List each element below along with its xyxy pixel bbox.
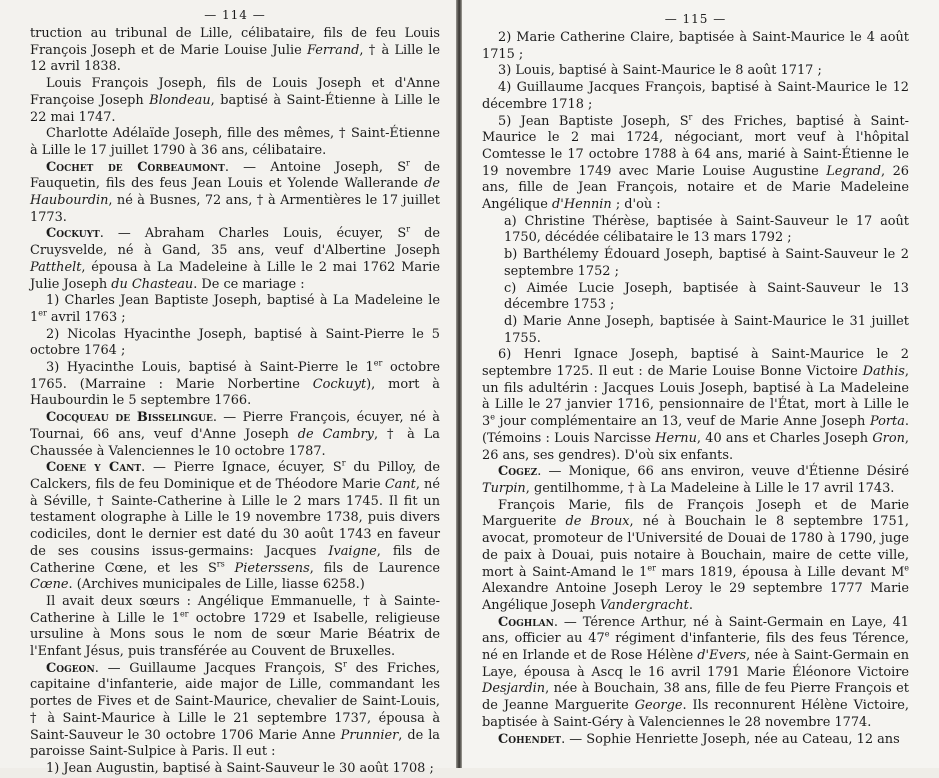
paragraph-l4: Cochet de Corbeaumont. — Antoine Joseph, $S^r$ de Fauquetin, fils des feus Jean Louis et Yolende Wallerande de Haubourdin, né à Busnes, 72 ans, † à Armentières le 17 juillet 1773. <box>30 158 440 225</box>
superscript: e <box>604 630 610 640</box>
paragraph-r10: Cogez. — Monique, 66 ans environ, veuve d'Étienne Désiré Turpin, gentilhomme, † à La Madeleine à Lille le 17 avril 1743. <box>482 464 909 496</box>
italic-name: Blondeau <box>149 92 211 108</box>
paragraph-r7: c) Aimée Lucie Joseph, baptisée à Saint-Sauveur le 13 décembre 1753 ; <box>504 280 909 313</box>
entry-heading: Coghlan <box>498 614 554 630</box>
paragraph-l3: Charlotte Adélaïde Joseph, fille des mêmes, † Saint-Étienne à Lille le 17 juillet 1790 à 36 ans, célibataire. <box>30 126 440 158</box>
paragraph-r13: Cohendet. — Sophie Henriette Joseph, née au Cateau, 12 ans <box>498 731 900 747</box>
paragraph-l8: 3) Hyacinthe Louis, baptisé à Saint-Pierre le 1er octobre 1765. (Marraine : Marie Norbertine Cockuyt), mort à Haubourdin le 5 septembre 1766. <box>30 358 440 409</box>
italic-name: Cockuyt <box>312 376 367 392</box>
italic-name: de Broux <box>565 514 630 530</box>
paragraph-l11: Il avait deux sœurs : Angélique Emmanuelle, † à Sainte-Catherine à Lille le 1er octobre 1729 et Isabelle, religieuse ursuline à Mons sous le nom de sœur Marie Béatrix de l'Enfant Jésus, puis transférée au Couvent de Bruxelles. <box>30 593 440 660</box>
italic-name: George <box>634 698 683 714</box>
paragraph-r1: 2) Marie Catherine Claire, baptisée à Saint-Maurice le 4 août 1715 ; <box>482 30 909 62</box>
italic-name: Legrand <box>826 163 882 179</box>
paragraph-l12: Cogeon. — Guillaume Jacques François, $S^r$ des Friches, capitaine d'infanterie, aide major de Lille, commandant les portes de Fives et de Saint-Maurice, chevalier de Saint-Louis, † à Saint-Maurice à Lille le 21 septembre 1737, épousa à Saint-Sauveur le 30 octobre 1706 Marie Anne Prunnier, de la paroisse Saint-Sulpice à Paris. Il eut : <box>30 659 440 760</box>
italic-name: Ferrand <box>306 42 360 58</box>
entry-heading: Coene y Cant <box>46 460 142 476</box>
italic-name: du Chasteau <box>111 276 194 292</box>
superscript: er <box>373 358 383 368</box>
superscript: r <box>406 225 411 235</box>
italic-name: d'Evers <box>697 648 747 664</box>
page-number: — 115 — <box>664 12 727 26</box>
entry-heading: Cogez <box>498 464 538 480</box>
italic-name: Hernu <box>655 430 697 446</box>
superscript: r <box>406 158 410 168</box>
paragraph-l2: Louis François Joseph, fils de Louis Joseph et d'Anne Françoise Joseph Blondeau, baptisé à Saint-Étienne à Lille le 22 mai 1747. <box>30 76 440 125</box>
entry-heading: Cohendet <box>498 731 562 747</box>
entry-heading: Cochet de Corbeaumont <box>46 159 225 175</box>
paragraph-r2: 3) Louis, baptisé à Saint-Maurice le 8 août 1717 ; <box>498 63 822 79</box>
superscript: er <box>647 563 656 573</box>
superscript: e <box>490 412 495 422</box>
italic-name: de Haubourdin <box>30 176 440 209</box>
italic-name: Cant <box>384 476 416 492</box>
superscript: r <box>688 112 693 122</box>
paragraph-l1: truction au tribunal de Lille, célibataire, fils de feu Louis François Joseph et de Marie Louise Julie Ferrand, † à Lille le 12 avril 1838. <box>30 26 440 75</box>
page-text <box>482 30 909 748</box>
paragraph-r6: b) Barthélemy Édouard Joseph, baptisé à Saint-Sauveur le 2 septembre 1752 ; <box>504 247 909 279</box>
paragraph-r11: François Marie, fils de François Joseph et de Marie Marguerite de Broux, né à Bouchain le 8 septembre 1751, avocat, promoteur de l'Université de Douai de 1780 à 1790, juge de paix à Douai, puis notaire à Bouchain, maire de cette ville, mort à Saint-Amand le 1er mars 1819, épousa à Lille devant Me Alexandre Antoine Joseph Leroy le 29 septembre 1777 Marie Angélique Joseph Vandergracht. <box>482 497 909 613</box>
paragraph-l6: 1) Charles Jean Baptiste Joseph, baptisé à La Madeleine le 1er avril 1763 ; <box>30 293 440 325</box>
paragraph-r3: 4) Guillaume Jacques François, baptisé à Saint-Maurice le 12 décembre 1718 ; <box>482 80 909 112</box>
entry-heading: Cockuyt <box>46 226 100 242</box>
superscript: er <box>179 609 189 619</box>
italic-name: Prunnier <box>340 727 399 743</box>
right-page <box>462 0 939 768</box>
paragraph-l10: Coene y Cant. — Pierre Ignace, écuyer, $S^r$ du Pilloy, de Calckers, fils de feu Dominique et de Théodore Marie Cant, né à Séville, † Sainte-Catherine à Lille le 2 mars 1745. Il fit un testament olographe à Lille le 19 novembre 1738, puis divers codiciles, dont le dernier est daté du 30 août 1743 en faveur de ses cousins issus-germains: Jacques Ivaigne, fils de Catherine Cœne, et les $S^{rs}$ Pieterssens, fils de Laurence Cœne. (Archives municipales de Lille, liasse 6258.) <box>30 458 441 593</box>
paragraph-l7: 2) Nicolas Hyacinthe Joseph, baptisé à Saint-Pierre le 5 octobre 1764 ; <box>30 326 440 359</box>
entry-heading: Cogeon <box>46 660 95 676</box>
entry-heading: Cocqueau de Bisselingue <box>46 410 213 426</box>
italic-name: Turpin <box>482 480 526 496</box>
italic-name: d'Hennin <box>552 197 612 213</box>
page-text <box>30 26 440 778</box>
superscript: e <box>904 563 909 573</box>
italic-name: Pieterssens <box>234 560 310 576</box>
superscript: rs <box>216 559 225 569</box>
paragraph-l9: Cocqueau de Bisselingue. — Pierre François, écuyer, né à Tournai, 66 ans, veuf d'Anne Joseph de Cambry, † à La Chaussée à Valenciennes le 10 octobre 1787. <box>30 410 440 459</box>
superscript: r <box>343 659 347 669</box>
italic-name: Dathis <box>862 364 905 380</box>
italic-name: Patthelt <box>30 259 82 275</box>
paragraph-r9: 6) Henri Ignace Joseph, baptisé à Saint-Maurice le 2 septembre 1725. Il eut : de Marie Louise Bonne Victoire Dathis, un fils adultérin : Jacques Louis Joseph, baptisé à La Madeleine à Lille le 27 janvier 1716, pensionnaire de l'État, mort à Lille le 3e jour complémentaire an 13, veuf de Marie Anne Joseph Porta. (Témoins : Louis Narcisse Hernu, 40 ans et Charles Joseph Gron, 26 ans, ses gendres). D'où six enfants. <box>482 347 909 463</box>
italic-name: de Cambry <box>297 426 374 442</box>
italic-name: Gron <box>872 430 905 446</box>
italic-name: Cœne <box>30 577 69 593</box>
italic-name: Porta <box>869 414 905 430</box>
paragraph-l5: Cockuyt. — Abraham Charles Louis, écuyer, $S^r$ de Cruysvelde, né à Gand, 35 ans, veuf d'Albertine Joseph Patthelt, épousa à La Madeleine à Lille le 2 mai 1762 Marie Julie Joseph du Chasteau. De ce mariage : <box>30 225 440 292</box>
superscript: r <box>341 458 346 468</box>
superscript: er <box>38 308 47 318</box>
paragraph-r8: d) Marie Anne Joseph, baptisée à Saint-Maurice le 31 juillet 1755. <box>504 313 909 346</box>
page-number: — 114 — <box>204 8 266 22</box>
italic-name: Vandergracht <box>599 597 689 613</box>
left-page <box>0 0 456 776</box>
paragraph-r12: Coghlan. — Térence Arthur, né à Saint-Germain en Laye, 41 ans, officier au 47e régiment d'infanterie, fils des feus Térence, né en Irlande et de Rose Hélène d'Evers, née à Saint-Germain en Laye, épousa à Ascq le 16 avril 1791 Marie Éléonore Victoire Desjardin, née à Bouchain, 38 ans, fille de feu Pierre François et de Jeanne Marguerite George. Ils reconnurent Hélène Victoire, baptisée à Saint-Géry à Valenciennes le 28 novembre 1774. <box>482 614 910 730</box>
italic-name: Ivaigne <box>328 543 377 559</box>
paragraph-l13: 1) Jean Augustin, baptisé à Saint-Sauveur le 30 août 1708 ; <box>46 760 434 776</box>
italic-name: Desjardin <box>482 681 546 697</box>
paragraph-r4: 5) Jean Baptiste Joseph, $S^r$ des Friches, baptisé à Saint-Maurice le 2 mai 1724, négociant, mort veuf à l'hôpital Comtesse le 17 octobre 1788 à 64 ans, marié à Saint-Étienne le 19 novembre 1749 avec Marie Louise Augustine Legrand, 26 ans, fille de Jean François, notaire et de Marie Madeleine Angélique d'Hennin ; d'où : <box>482 112 909 213</box>
paragraph-r5: a) Christine Thérèse, baptisée à Saint-Sauveur le 17 août 1750, décédée célibataire le 13 mars 1792 ; <box>504 213 909 246</box>
